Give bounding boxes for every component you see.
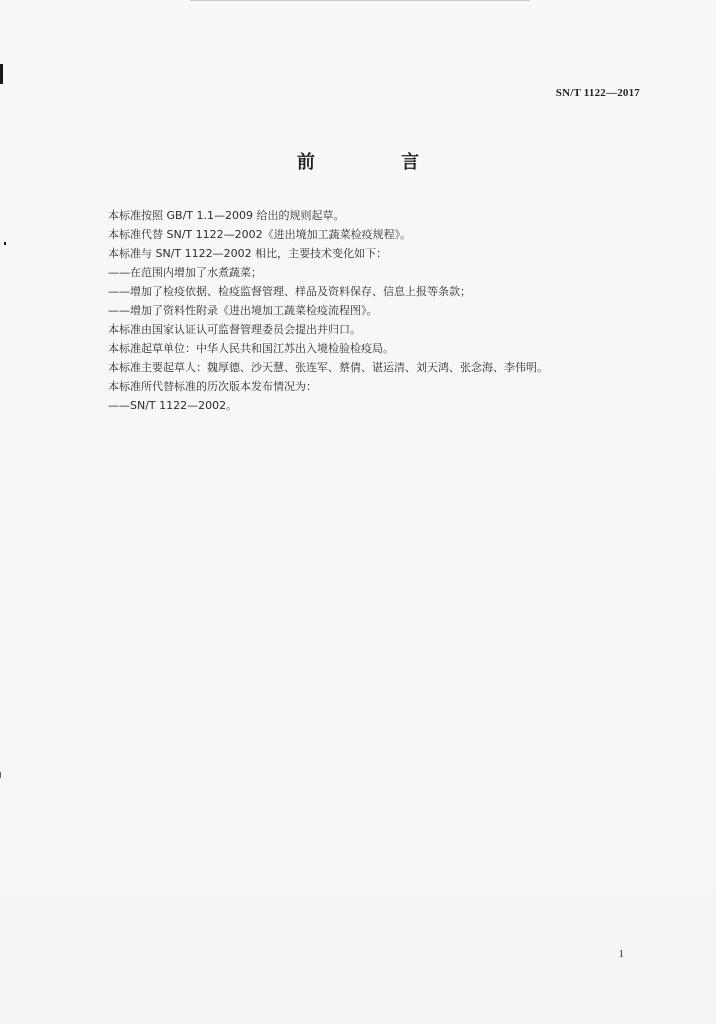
standard-code-header: SN/T 1122—2017: [555, 87, 640, 99]
page-number: 1: [618, 948, 624, 960]
scan-top-edge: [190, 0, 530, 1]
scan-margin-mark: [4, 242, 6, 245]
paragraph-drafting-rules: 本标准按照 GB/T 1.1—2009 给出的规则起草。: [108, 209, 345, 222]
paragraph-drafting-unit: 本标准起草单位：中华人民共和国江苏出入境检验检疫局。: [108, 342, 394, 355]
paragraph-proposer: 本标准由国家认证认可监督管理委员会提出并归口。: [108, 323, 361, 336]
paragraph-history-intro: 本标准所代替标准的历次版本发布情况为：: [108, 380, 317, 393]
scan-margin-mark: [0, 772, 1, 778]
paragraph-replaces: 本标准代替 SN/T 1122—2002《进出境加工蔬菜检疫规程》。: [108, 228, 412, 241]
paragraph-drafters: 本标准主要起草人：魏厚德、沙天慧、张连军、蔡倩、谌运清、刘天鸿、张念海、李伟明。: [108, 361, 548, 374]
section-title-foreword: 前 言: [296, 152, 460, 173]
list-item-change: ——增加了检疫依据、检疫监督管理、样品及资料保存、信息上报等条款；: [108, 285, 471, 298]
list-item-change: ——增加了资料性附录《进出境加工蔬菜检疫流程图》。: [108, 304, 378, 317]
foreword-body: [108, 206, 638, 415]
list-item-history: ——SN/T 1122—2002。: [108, 399, 238, 412]
list-item-change: ——在范围内增加了水煮蔬菜；: [108, 266, 262, 279]
paragraph-changes-intro: 本标准与 SN/T 1122—2002 相比，主要技术变化如下：: [108, 247, 388, 260]
scan-margin-mark: [0, 64, 3, 84]
